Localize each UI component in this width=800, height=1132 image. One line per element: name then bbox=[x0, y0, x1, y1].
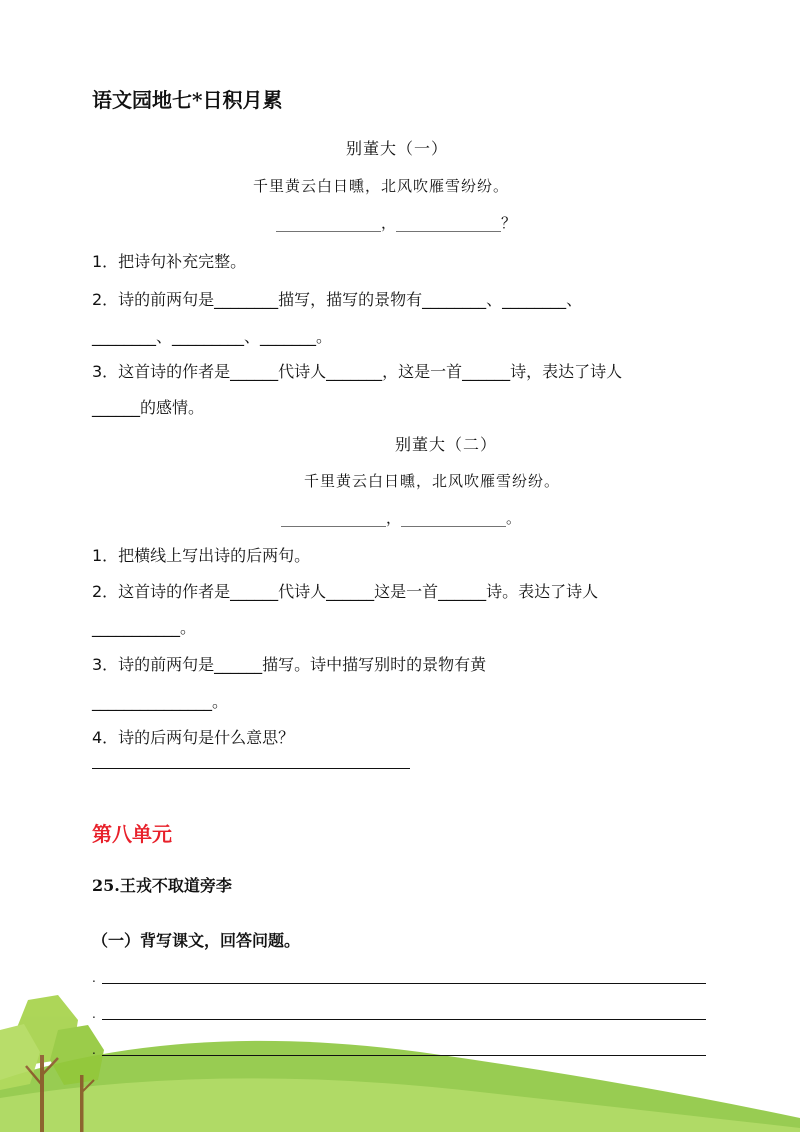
page-title: 语文园地七*日积月累 bbox=[92, 88, 283, 112]
poem1-question-1: 1．把诗句补充完整。 bbox=[92, 252, 247, 271]
poem2-question-2: 2．这首诗的作者是______代诗人______这是一首______诗。表达了诗人 bbox=[92, 582, 599, 601]
poem2-question-3: 3．诗的前两句是______描写。诗中描写别时的景物有黄 bbox=[92, 655, 487, 674]
poem2-title: 别董大（二） bbox=[395, 435, 498, 454]
poem1-line2-blanks[interactable]: ______________，______________？ bbox=[276, 214, 517, 232]
answer-row[interactable] bbox=[92, 1040, 706, 1058]
lesson-title: 25.王戎不取道旁李 bbox=[92, 876, 232, 895]
answer-row-marker: . bbox=[92, 971, 96, 985]
answer-row[interactable] bbox=[92, 968, 706, 986]
answer-row-marker: . bbox=[92, 1007, 96, 1021]
poem2-question-2-cont: ___________。 bbox=[92, 618, 197, 637]
poem2-question-4: 4．诗的后两句是什么意思？ bbox=[92, 728, 295, 747]
section-title: （一）背写课文，回答问题。 bbox=[92, 931, 301, 950]
poem1-question-2-cont: ________、_________、_______。 bbox=[92, 327, 333, 346]
poem1-question-3-cont: ______的感情。 bbox=[92, 398, 205, 417]
poem2-question-1: 1．把横线上写出诗的后两句。 bbox=[92, 546, 311, 565]
unit-heading: 第八单元 bbox=[92, 822, 172, 846]
poem2-line1: 千里黄云白日曛，北风吹雁雪纷纷。 bbox=[304, 472, 561, 490]
poem2-line2-blanks[interactable]: ______________，______________。 bbox=[281, 509, 522, 527]
answer-row-marker: . bbox=[92, 1043, 96, 1057]
poem1-question-3: 3．这首诗的作者是______代诗人_______，这是一首______诗，表达了诗人 bbox=[92, 362, 623, 381]
poem1-question-2: 2．诗的前两句是________描写，描写的景物有________、________、 bbox=[92, 290, 583, 309]
answer-row[interactable] bbox=[92, 1004, 706, 1022]
poem1-title: 别董大（一） bbox=[346, 139, 449, 158]
poem2-question-3-cont: _______________。 bbox=[92, 692, 229, 711]
poem1-line1: 千里黄云白日曛，北风吹雁雪纷纷。 bbox=[253, 177, 510, 195]
